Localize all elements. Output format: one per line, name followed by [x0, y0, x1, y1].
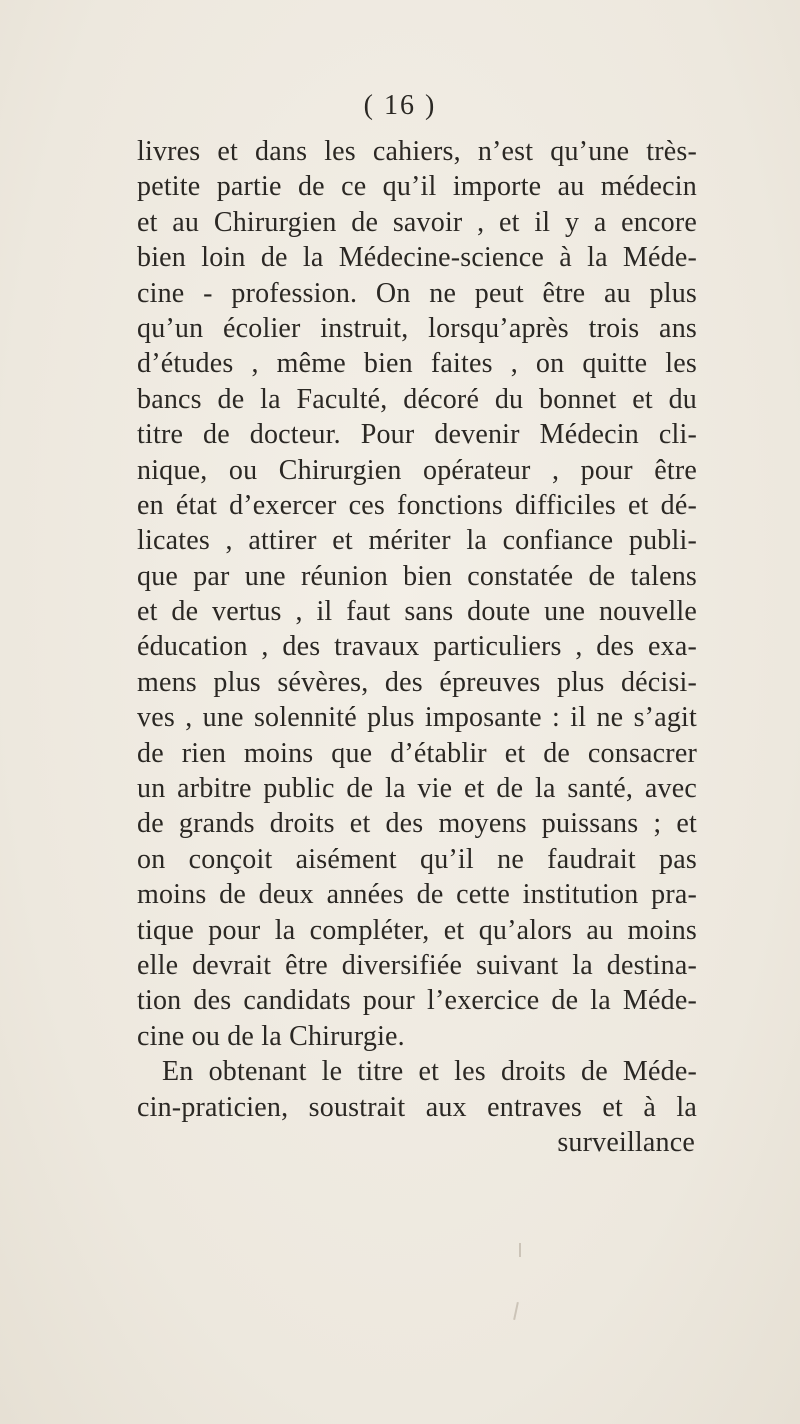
text-line: qu’un écolier instruit, lorsqu’après trois ans [137, 312, 697, 344]
text-line: titre de docteur. Pour devenir Médecin cli- [137, 419, 697, 451]
catchword: surveillance [557, 1126, 695, 1158]
text-line: en état d’exercer ces fonctions difficiles et dé- [137, 489, 697, 521]
body-text [137, 134, 697, 1160]
paragraph-first-line: En obtenant le titre et les droits de Méde- [162, 1056, 697, 1088]
text-line: et au Chirurgien de savoir , et il y a encore [137, 206, 697, 238]
text-line: de rien moins que d’établir et de consacrer [137, 737, 697, 769]
text-line: tique pour la compléter, et qu’alors au moins [137, 914, 697, 946]
paper-speck [513, 1302, 519, 1320]
text-line: livres et dans les cahiers, n’est qu’une très- [137, 136, 697, 167]
text-line: mens plus sévères, des épreuves plus décisi- [137, 666, 697, 698]
text-line: on conçoit aisément qu’il ne faudrait pas [137, 843, 697, 875]
text-line: licates , attirer et mériter la confiance publi- [137, 525, 697, 557]
text-line: ves , une solennité plus imposante : il ne s’agit [137, 702, 697, 734]
text-line: de grands droits et des moyens puissans ; et [137, 808, 697, 840]
text-line: moins de deux années de cette institution pra- [137, 879, 697, 911]
text-line: éducation , des travaux particuliers , des exa- [137, 631, 697, 663]
text-line: d’études , même bien faites , on quitte les [137, 348, 697, 380]
text-line: cine - profession. On ne peut être au plus [137, 277, 697, 309]
text-line: nique, ou Chirurgien opérateur , pour être [137, 454, 697, 486]
text-line: un arbitre public de la vie et de la santé, avec [137, 773, 697, 805]
text-line: cin-praticien, soustrait aux entraves et à la [137, 1091, 697, 1123]
text-line: que par une réunion bien constatée de talens [137, 560, 697, 592]
paper-speck [519, 1243, 521, 1257]
text-line: bancs de la Faculté, décoré du bonnet et du [137, 383, 697, 415]
text-line: et de vertus , il faut sans doute une nouvelle [137, 596, 697, 628]
text-line: petite partie de ce qu’il importe au médecin [137, 171, 697, 203]
text-line: bien loin de la Médecine-science à la Méde- [137, 242, 697, 274]
page-number: ( 16 ) [363, 90, 437, 121]
text-line: elle devrait être diversifiée suivant la destina- [137, 949, 697, 981]
text-line: tion des candidats pour l’exercice de la Méde- [137, 985, 697, 1017]
text-line: cine ou de la Chirurgie. [137, 1020, 405, 1052]
